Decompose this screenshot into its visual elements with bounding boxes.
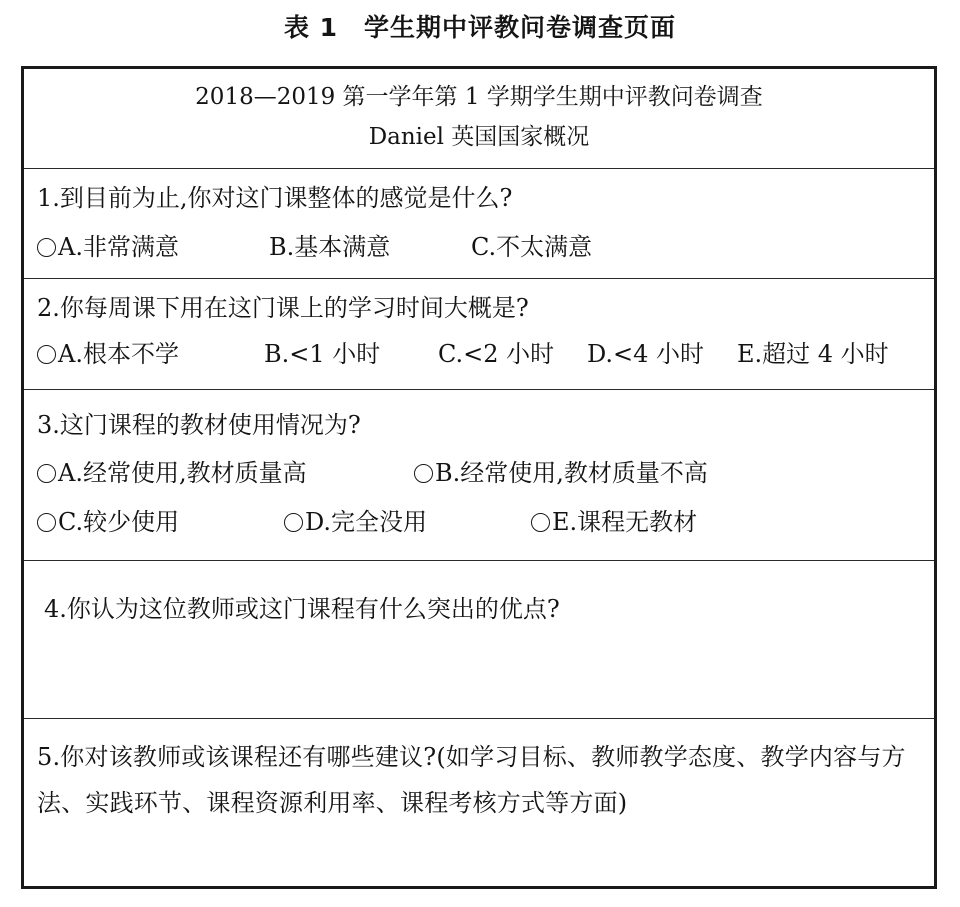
radio-button-icon[interactable] [414, 464, 433, 483]
q1-option-c[interactable] [471, 230, 592, 264]
question-5 [24, 719, 934, 886]
q2-option-b-label: B.<1 小时 [264, 340, 381, 368]
q1-option-c-label: C.不太满意 [471, 233, 593, 261]
q1-option-a[interactable] [37, 230, 179, 264]
question-3-text: 3.这门课程的教材使用情况为? [37, 411, 361, 439]
q3-option-e[interactable] [531, 505, 697, 539]
radio-button-icon[interactable] [37, 345, 56, 364]
q3-option-c[interactable] [37, 505, 179, 539]
q2-option-b[interactable] [264, 337, 380, 371]
q3-option-a-label: A.经常使用,教材质量高 [58, 459, 307, 487]
q3-option-c-label: C.较少使用 [58, 508, 180, 536]
survey-form [21, 66, 937, 889]
q3-option-d-label: D.完全没用 [305, 508, 428, 536]
q2-option-c-label: C.<2 小时 [438, 340, 555, 368]
question-3 [24, 390, 934, 561]
radio-button-icon[interactable] [37, 513, 56, 532]
radio-button-icon[interactable] [531, 513, 550, 532]
radio-button-icon[interactable] [37, 238, 56, 257]
survey-title: 2018—2019 第一学年第 1 学期学生期中评教问卷调查 [195, 84, 763, 110]
q3-option-b[interactable] [414, 456, 708, 490]
q3-option-e-label: E.课程无教材 [552, 508, 698, 536]
question-4-text: 4.你认为这位教师或这门课程有什么突出的优点? [44, 595, 560, 623]
q2-option-d-label: D.<4 小时 [587, 340, 705, 368]
table-caption [0, 8, 960, 48]
radio-button-icon[interactable] [37, 464, 56, 483]
table-number: 表 1 [283, 13, 339, 42]
table-title: 学生期中评教问卷调查页面 [364, 13, 677, 42]
q1-option-a-label: A.非常满意 [58, 233, 179, 261]
q1-option-b-label: B.基本满意 [269, 233, 391, 261]
q3-option-b-label: B.经常使用,教材质量不高 [435, 459, 708, 487]
q3-option-a[interactable] [37, 456, 307, 490]
question-5-text: 5.你对该教师或该课程还有哪些建议?(如学习目标、教师教学态度、教学内容与方法、实践环节、课程资源利用率、课程考核方式等方面) [37, 743, 906, 817]
q2-option-d[interactable] [587, 337, 704, 371]
question-1-text: 1.到目前为止,你对这门课整体的感觉是什么? [37, 184, 513, 212]
question-2-text: 2.你每周课下用在这门课上的学习时间大概是? [37, 294, 529, 322]
q2-option-c[interactable] [438, 337, 554, 371]
question-2 [24, 279, 934, 390]
q2-option-a-label: A.根本不学 [58, 340, 179, 368]
q2-option-e[interactable] [737, 337, 889, 371]
course-name: Daniel 英国国家概况 [368, 124, 590, 150]
q2-option-e-label: E.超过 4 小时 [737, 340, 889, 368]
q1-option-b[interactable] [269, 230, 390, 264]
question-4 [24, 561, 934, 719]
q2-option-a[interactable] [37, 337, 179, 371]
question-1 [24, 169, 934, 279]
q3-option-d[interactable] [284, 505, 427, 539]
radio-button-icon[interactable] [284, 513, 303, 532]
survey-header [24, 69, 934, 169]
